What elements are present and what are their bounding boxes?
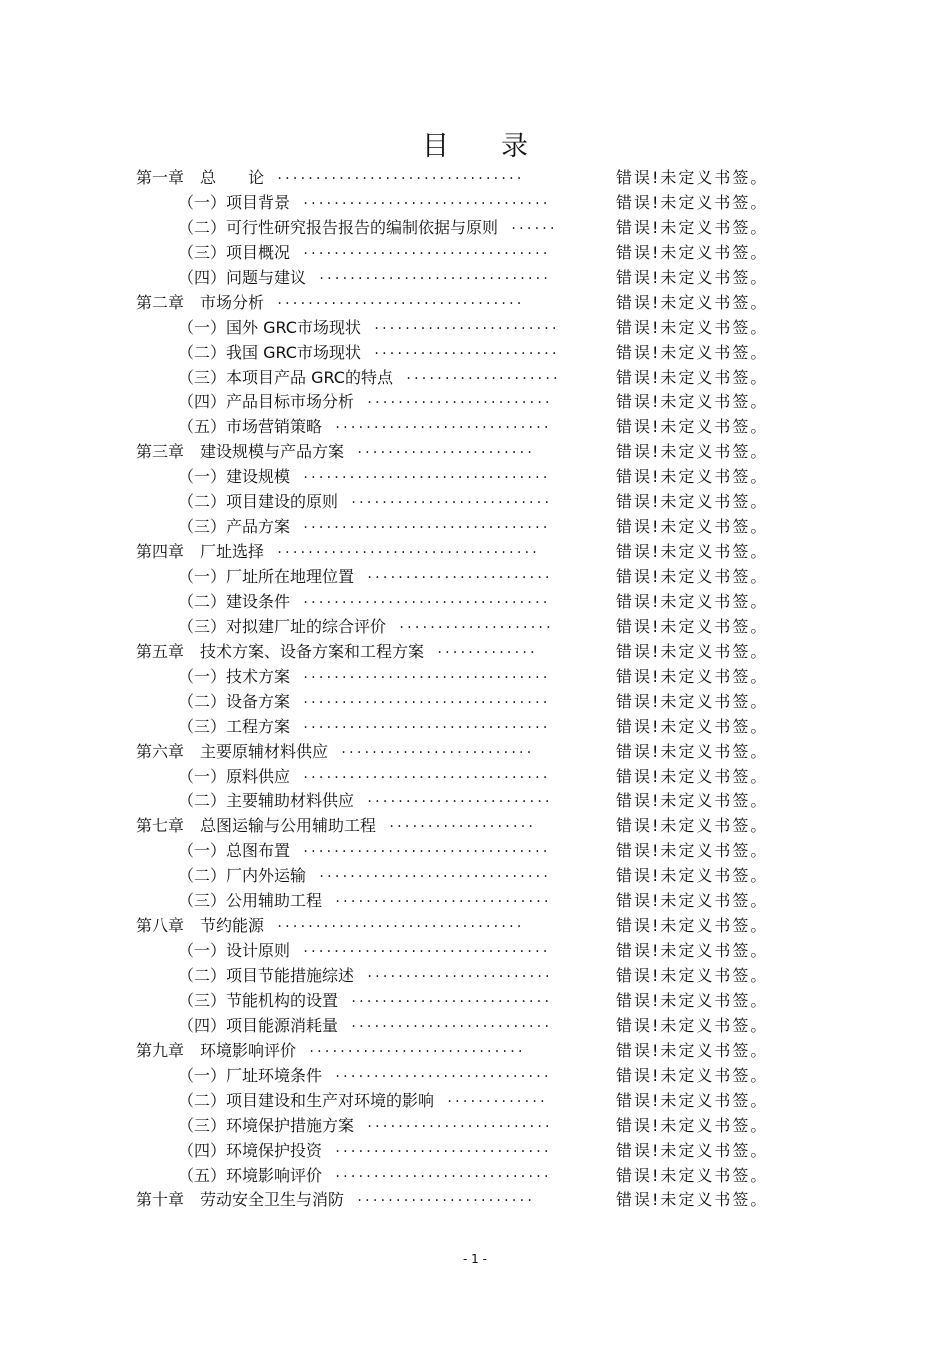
toc-leader-dots: ..............................: [318, 267, 550, 282]
toc-leader-dots: ........................: [366, 966, 552, 980]
toc-leader-dots: ................................: [302, 941, 550, 956]
toc-leader-dots: .......................: [356, 442, 534, 457]
toc-entry-label: （一）总图布置: [178, 841, 291, 861]
toc-leader-dots: ............................: [334, 1140, 551, 1155]
toc-title: 目录: [422, 131, 580, 162]
toc-entry-label: （一）厂址所在地理位置: [178, 567, 355, 586]
toc-page-ref: 错误!未定义书签。: [616, 716, 769, 736]
toc-page-ref: 错误!未定义书签。: [616, 791, 769, 811]
toc-leader-dots: ........................: [366, 392, 552, 407]
toc-page-ref: 错误!未定义书签。: [616, 392, 769, 412]
toc-page-ref: 错误!未定义书签。: [616, 1165, 769, 1185]
page-number: - 1 -: [463, 1252, 487, 1266]
toc-leader-dots: ................................: [276, 292, 524, 307]
toc-entry-label: （三）环境保护措施方案: [178, 1115, 355, 1135]
toc-leader-dots: ................................: [302, 716, 550, 731]
toc-entry-label: （二）设备方案: [178, 691, 291, 711]
toc-entry-label: 第一章 总 论: [136, 168, 265, 187]
toc-entry-label: （三）对拟建厂址的综合评价: [178, 616, 387, 636]
toc-leader-dots: ..........................: [350, 1015, 551, 1030]
toc-page-ref: 错误!未定义书签。: [616, 741, 769, 761]
toc-leader-dots: ..........................: [350, 990, 551, 1005]
toc-page-ref: 错误!未定义书签。: [616, 891, 769, 911]
toc-page-ref: 错误!未定义书签。: [616, 966, 769, 985]
toc-page-ref: 错误!未定义书签。: [616, 591, 769, 611]
toc-page-ref: 错误!未定义书签。: [616, 342, 769, 362]
toc-page-ref: 错误!未定义书签。: [616, 766, 769, 786]
toc-leader-dots: ............................: [334, 1065, 551, 1080]
toc-entry-label: （二）主要辅助材料供应: [178, 791, 355, 811]
toc-entry-label: 第十章 劳动安全卫生与消防: [136, 1190, 345, 1210]
toc-page-ref: 错误!未定义书签。: [616, 192, 769, 212]
toc-page-ref: 错误!未定义书签。: [616, 317, 769, 337]
toc-entry-label: （一）厂址环境条件: [178, 1065, 323, 1085]
toc-page-ref: 错误!未定义书签。: [616, 367, 769, 387]
toc-leader-dots: ................................: [302, 666, 550, 681]
toc-entry-label: （一）国外 GRC市场现状: [178, 317, 361, 337]
toc-entry-label: （二）项目节能措施综述: [178, 966, 355, 985]
toc-entry-section[interactable]: [0, 191, 950, 216]
toc-entry-label: 第三章 建设规模与产品方案: [136, 442, 345, 462]
toc-entry-label: （三）本项目产品 GRC的特点: [178, 367, 393, 387]
toc-leader-dots: ................................: [276, 916, 524, 931]
toc-entry-label: （一）设计原则: [178, 941, 291, 961]
toc-entry-label: 第四章 厂址选择: [136, 542, 265, 562]
toc-leader-dots: ....................: [404, 367, 560, 382]
toc-leader-dots: ............................: [308, 1040, 525, 1055]
toc-leader-dots: .............: [436, 641, 537, 656]
toc-leader-dots: ................................: [302, 192, 550, 207]
toc-entry-label: （一）项目背景: [178, 192, 291, 212]
toc-page-ref: 错误!未定义书签。: [616, 542, 769, 562]
toc-leader-dots: ..............................: [318, 866, 550, 881]
toc-page-ref: 错误!未定义书签。: [616, 941, 769, 961]
toc-page-ref: 错误!未定义书签。: [616, 691, 769, 711]
toc-entry-label: （五）环境影响评价: [178, 1165, 323, 1185]
toc-entry-label: （一）技术方案: [178, 666, 291, 686]
toc-entry-chapter[interactable]: [0, 1188, 950, 1213]
toc-page-ref: 错误!未定义书签。: [616, 990, 769, 1010]
toc-entry-label: 第七章 总图运输与公用辅助工程: [136, 816, 377, 836]
toc-leader-dots: ....................: [398, 616, 553, 631]
toc-leader-dots: ............................: [334, 417, 551, 432]
toc-entry-label: 第六章 主要原辅材料供应: [136, 741, 329, 761]
toc-leader-dots: ...................: [388, 816, 535, 831]
toc-entry-label: （一）原料供应: [178, 766, 291, 786]
toc-page-ref: 错误!未定义书签。: [616, 816, 769, 836]
toc-page-ref: 错误!未定义书签。: [616, 168, 769, 187]
toc-leader-dots: ............................: [334, 1165, 551, 1180]
toc-page-ref: 错误!未定义书签。: [616, 666, 769, 686]
table-of-contents: [0, 166, 950, 1213]
toc-page-ref: 错误!未定义书签。: [616, 1140, 769, 1160]
toc-page-ref: 错误!未定义书签。: [616, 1115, 769, 1135]
toc-page-ref: 错误!未定义书签。: [616, 517, 769, 537]
toc-leader-dots: ................................: [276, 168, 524, 182]
toc-page-ref: 错误!未定义书签。: [616, 1090, 769, 1110]
toc-page-ref: 错误!未定义书签。: [616, 417, 769, 437]
toc-leader-dots: .............: [446, 1090, 547, 1105]
toc-entry-label: （二）可行性研究报告报告的编制依据与原则: [178, 217, 499, 237]
toc-page-ref: 错误!未定义书签。: [616, 267, 769, 287]
toc-page-ref: 错误!未定义书签。: [616, 641, 769, 661]
toc-entry-label: （四）产品目标市场分析: [178, 392, 355, 412]
toc-leader-dots: .......................: [356, 1190, 534, 1205]
toc-page-ref: 错误!未定义书签。: [616, 217, 769, 237]
toc-leader-dots: ........................: [372, 317, 559, 332]
toc-leader-dots: ............................: [334, 891, 551, 906]
toc-entry-label: 第五章 技术方案、设备方案和工程方案: [136, 641, 425, 661]
toc-page-ref: 错误!未定义书签。: [616, 616, 769, 636]
toc-leader-dots: ................................: [302, 242, 550, 257]
toc-entry-label: 第九章 环境影响评价: [136, 1040, 297, 1060]
toc-page-ref: 错误!未定义书签。: [616, 292, 769, 312]
toc-page-ref: 错误!未定义书签。: [616, 467, 769, 487]
toc-entry-label: （四）问题与建议: [178, 267, 307, 287]
toc-page-ref: 错误!未定义书签。: [616, 1040, 769, 1060]
toc-leader-dots: ........................: [366, 567, 552, 581]
toc-entry-label: （三）节能机构的设置: [178, 990, 339, 1010]
toc-entry-label: 第八章 节约能源: [136, 916, 265, 936]
toc-page-ref: 错误!未定义书签。: [616, 567, 769, 586]
toc-page-ref: 错误!未定义书签。: [616, 841, 769, 861]
toc-entry-label: （三）工程方案: [178, 716, 291, 736]
toc-leader-dots: ..........................: [350, 492, 551, 507]
toc-leader-dots: ................................: [302, 766, 550, 781]
toc-entry-label: （三）公用辅助工程: [178, 891, 323, 911]
toc-entry-label: （二）项目建设和生产对环境的影响: [178, 1090, 435, 1110]
toc-leader-dots: ........................: [366, 1115, 552, 1130]
toc-entry-label: （四）环境保护投资: [178, 1140, 323, 1160]
toc-page-ref: 错误!未定义书签。: [616, 1065, 769, 1085]
toc-leader-dots: ..................................: [276, 542, 539, 557]
toc-entry-label: （三）产品方案: [178, 517, 291, 537]
toc-entry-label: （二）建设条件: [178, 591, 291, 611]
toc-leader-dots: ................................: [302, 467, 550, 482]
toc-leader-dots: ................................: [302, 841, 550, 856]
toc-entry-label: （二）项目建设的原则: [178, 492, 339, 512]
toc-page-ref: 错误!未定义书签。: [616, 1015, 769, 1035]
toc-leader-dots: ........................: [366, 791, 552, 806]
toc-leader-dots: ................................: [302, 517, 550, 532]
toc-page-ref: 错误!未定义书签。: [616, 442, 769, 462]
toc-leader-dots: ......: [510, 217, 557, 232]
toc-page-ref: 错误!未定义书签。: [616, 1190, 769, 1210]
toc-entry-label: （二）厂内外运输: [178, 866, 307, 886]
toc-entry-label: （三）项目概况: [178, 242, 291, 262]
toc-page-ref: 错误!未定义书签。: [616, 242, 769, 262]
toc-page-ref: 错误!未定义书签。: [616, 492, 769, 512]
toc-entry-label: 第二章 市场分析: [136, 292, 265, 312]
toc-leader-dots: ................................: [302, 591, 550, 606]
toc-leader-dots: ........................: [372, 342, 559, 357]
toc-entry-label: （四）项目能源消耗量: [178, 1015, 339, 1035]
toc-page-ref: 错误!未定义书签。: [616, 866, 769, 886]
toc-entry-label: （五）市场营销策略: [178, 417, 323, 437]
toc-leader-dots: .........................: [340, 741, 534, 756]
toc-leader-dots: ................................: [302, 691, 550, 706]
toc-entry-label: （一）建设规模: [178, 467, 291, 487]
toc-page-ref: 错误!未定义书签。: [616, 916, 769, 936]
toc-entry-label: （二）我国 GRC市场现状: [178, 342, 361, 362]
